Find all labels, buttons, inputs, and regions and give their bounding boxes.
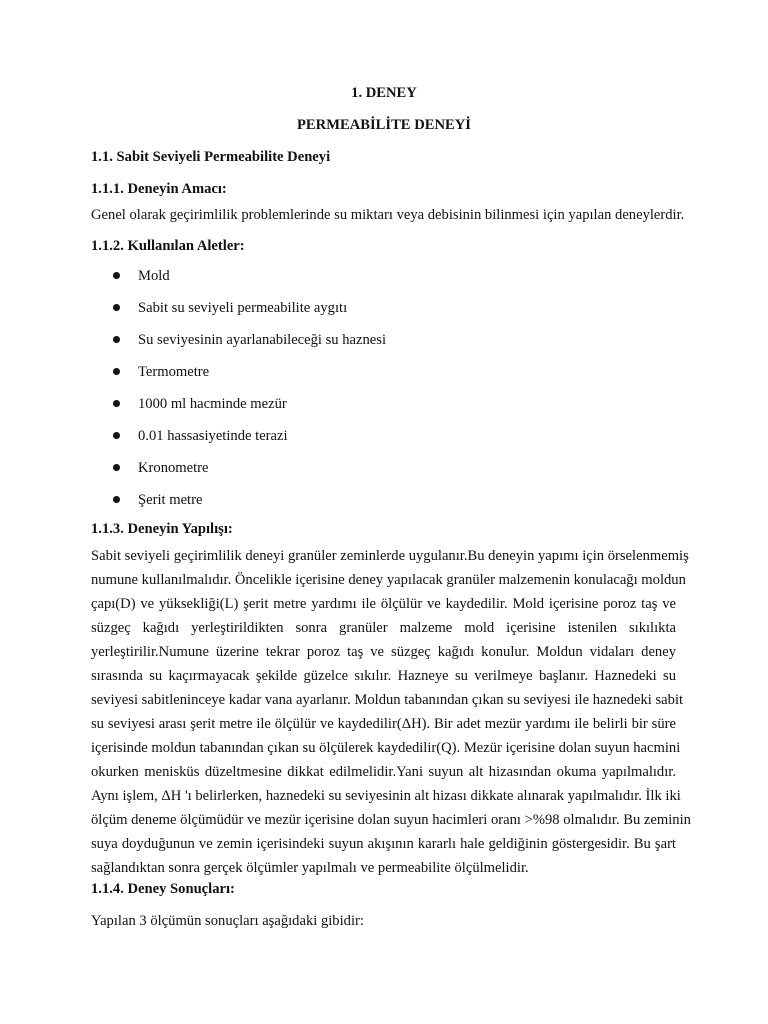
list-item-text: Mold (138, 268, 170, 284)
section-heading-1-1-3: 1.1.3. Deneyin Yapılışı: (91, 521, 233, 537)
document-title: 1. DENEY (351, 85, 417, 101)
paragraph-line: ölçüm deneme ölçümüdür ve mezür içerisine dolan suyun hacimleri oranı >%98 olmalıdır. Bu zeminin (91, 812, 691, 828)
list-item-text: Termometre (138, 364, 210, 380)
section-heading-1-1-4: 1.1.4. Deney Sonuçları: (91, 881, 235, 897)
bullet-icon (113, 496, 120, 503)
bullet-icon (113, 432, 120, 439)
list-item-text: 0.01 hassasiyetinde terazi (138, 428, 288, 444)
document-subtitle: PERMEABİLİTE DENEYİ (297, 117, 471, 133)
paragraph-line: süzgeç kağıdı yerleştirildikten sonra granüler malzeme mold içerisine istenilen sıkılıkta (91, 620, 676, 636)
section-heading-1-1-2: 1.1.2. Kullanılan Aletler: (91, 238, 245, 254)
paragraph-line: sırasında su kaçırmayacak şekilde güzelce sıkılır. Hazneye su verilmeye başlanır. Haznedeki su (91, 668, 676, 684)
list-item-text: 1000 ml hacminde mezür (138, 396, 287, 412)
bullet-icon (113, 304, 120, 311)
paragraph-line: içerisinde moldun tabanından çıkan su ölçülerek kaydedilir(Q). Mezür içerisine dolan suyun hacmini (91, 740, 681, 756)
list-item-text: Şerit metre (138, 492, 203, 508)
list-item-text: Kronometre (138, 460, 209, 476)
list-item-text: Su seviyesinin ayarlanabileceği su haznesi (138, 332, 387, 348)
paragraph-line: okurken menisküs düzeltmesine dikkat edilmelidir.Yani suyun alt hizasından okuma yapılmalıdır. (91, 764, 676, 780)
paragraph-line: seviyesi sabitleninceye kadar vana ayarlanır. Moldun tabanından çıkan su seviyesi ile haznedeki sabit (91, 692, 684, 708)
paragraph-line: suya doyduğunun ve zemin içerisindeki suyun akışının kararlı hale geldiğinin göstergesidir. Bu şart (91, 836, 676, 852)
paragraph-line: numune kullanılmalıdır. Öncelikle içerisine deney yapılacak granüler malzemenin konulacağı moldun (91, 572, 686, 588)
section-heading-1-1-1: 1.1.1. Deneyin Amacı: (91, 181, 227, 197)
bullet-icon (113, 464, 120, 471)
paragraph-line: çapı(D) ve yüksekliği(L) şerit metre yardımı ile ölçülür ve kaydedilir. Mold içerisine poroz taş ve (91, 596, 676, 612)
paragraph-line: su seviyesi arası şerit metre ile ölçülür ve kaydedilir(ΔH). Bir adet mezür yardımı ile belirli bir süre (91, 716, 676, 732)
list-item-text: Sabit su seviyeli permeabilite aygıtı (138, 300, 348, 316)
results-intro-text: Yapılan 3 ölçümün sonuçları aşağıdaki gibidir: (91, 913, 364, 929)
bullet-icon (113, 400, 120, 407)
paragraph-line: yerleştirilir.Numune üzerine tekrar poroz taş ve süzgeç kağıdı konulur. Moldun vidaları deney (91, 644, 676, 660)
purpose-text: Genel olarak geçirimlilik problemlerinde su miktarı veya debisinin bilinmesi için yapılan deneylerdir. (91, 207, 685, 223)
bullet-icon (113, 368, 120, 375)
paragraph-line: sağlandıktan sonra gerçek ölçümler yapılmalı ve permeabilite ölçülmelidir. (91, 860, 529, 876)
bullet-icon (113, 272, 120, 279)
paragraph-line: Aynı işlem, ΔH 'ı belirlerken, haznedeki su seviyesinin alt hizası dikkate alınarak yapılmalıdır. İlk iki (91, 788, 681, 804)
paragraph-line: Sabit seviyeli geçirimlilik deneyi granüler zeminlerde uygulanır.Bu deneyin yapımı için örselenmemiş (91, 548, 689, 564)
section-heading-1-1: 1.1. Sabit Seviyeli Permeabilite Deneyi (91, 149, 331, 165)
bullet-icon (113, 336, 120, 343)
